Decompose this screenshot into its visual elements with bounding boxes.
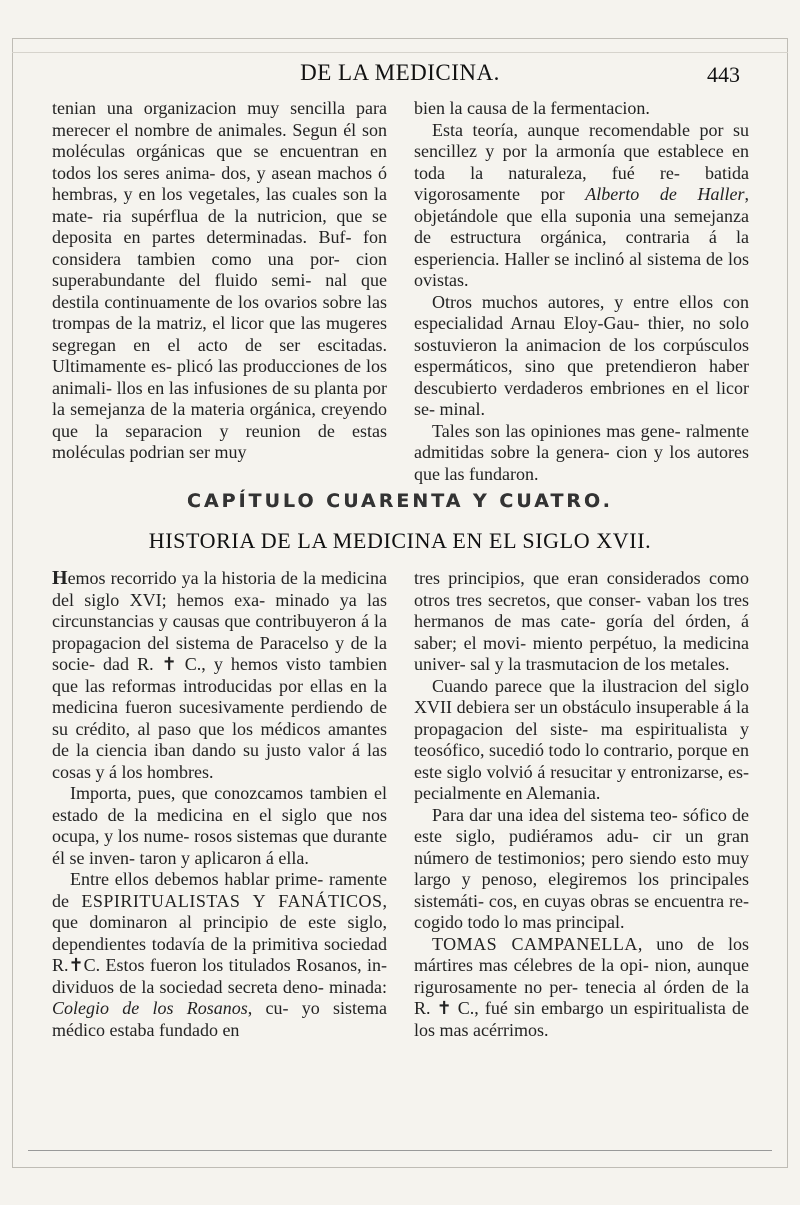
top-left-column xyxy=(52,98,387,464)
page-number: 443 xyxy=(707,62,740,87)
paragraph: Hemos recorrido ya la historia de la medicina del siglo XVI; hemos exa- minado ya las circunstancias y causas que contribuyeron á la propagacion del sistema de Paracelso y de la socie- dad R. ✝ C., y hemos visto tambien que las reformas introducidas por ellas en la medicina fueron sucesivamente perdiendo de su crédito, al paso que los médicos amantes de la ciencia iban dando su justo valor á las cosas y á los hombres. xyxy=(52,567,387,782)
italic-term: Colegio de los Rosanos xyxy=(52,998,248,1018)
running-title: DE LA MEDICINA. xyxy=(300,60,500,85)
paragraph: bien la causa de la fermentacion. xyxy=(414,98,650,118)
footer-rule xyxy=(28,1150,772,1151)
header-rule xyxy=(12,52,788,53)
bottom-right-column xyxy=(414,568,749,1041)
bottom-left-column xyxy=(52,568,387,1041)
top-right-column xyxy=(414,98,749,485)
drop-cap: H xyxy=(52,567,68,589)
paragraph: Esta teoría, aunque recomendable por su sencillez y por la armonía que establece en toda la naturaleza, fué re- batida vigorosamente por Alberto de Haller, objetándole que ella suponia una semejanza de estructura orgánica, contraria á la esperiencia. Haller se inclinó al sistema de los ovistas. xyxy=(414,119,749,290)
paragraph: Cuando parece que la ilustracion del siglo XVII debiera ser un obstáculo insuperable á la propagacion del siste- ma espiritualista y teosófico, sucedió todo lo contrario, porque en este siglo volvió á resucitar y entronizarse, es- pecialmente en Alemania. xyxy=(414,675,749,803)
paragraph: Importa, pues, que conozcamos tambien el estado de la medicina en el siglo que nos ocupa, y los nume- rosos sistemas que durante él se inven- taron y aplicaron á ella. xyxy=(52,783,387,868)
small-caps-term: ESPIRITUALISTAS Y FANÁTICOS xyxy=(81,890,383,911)
paragraph: Tales son las opiniones mas gene- ralmente admitidas sobre la genera- cion y los autores que las fundaron. xyxy=(414,420,749,484)
author-name-italic: Alberto de Haller xyxy=(585,184,745,204)
chapter-subtitle: HISTORIA DE LA MEDICINA EN EL SIGLO XVII. xyxy=(148,528,652,553)
small-caps-name: TOMAS CAMPANELLA xyxy=(432,933,638,954)
paragraph: Para dar una idea del sistema teo- sófico de este siglo, pudiéramos adu- cir un gran número de testimonios; pero siendo esto muy largo y penoso, elegiremos los principales sistemáti- cos, en cuyas obras se encuentra re- cogido todo lo mas principal. xyxy=(414,804,749,932)
paragraph: TOMAS CAMPANELLA, uno de los mártires mas célebres de la opi- nion, aunque rigurosamente no per- tenecia al órden de la R. ✝ C., fué sin embargo un espiritualista de los mas acérrimos. xyxy=(414,933,749,1040)
page-header xyxy=(40,58,760,92)
paragraph: Otros muchos autores, y entre ellos con especialidad Arnau Eloy-Gau- thier, no solo sostuvieron la animacion de los corpúsculos espermáticos, sino que pretendieron haber descubierto verdaderos embriones en el licor se- minal. xyxy=(414,291,749,419)
paragraph: Entre ellos debemos hablar prime- ramente de ESPIRITUALISTAS Y FANÁTICOS, que dominaron al principio de este siglo, dependientes todavía de la primitiva sociedad R.✝C. Estos fueron los titulados Rosanos, in- dividuos de la sociedad secreta deno- minada: Colegio de los Rosanos, cu- yo sistema médico estaba fundado en xyxy=(52,869,387,1040)
paragraph: tres principios, que eran considerados como otros tres secretos, que conser- vaban los tres hermanos de mas cate- goría del órden, á saber; el movi- miento perpétuo, la medicina univer- sal y la trasmutacion de los metales. xyxy=(414,568,749,674)
paragraph: tenian una organizacion muy sencilla para merecer el nombre de animales. Segun él son moléculas orgánicas que se encuentran en todos los seres anima- dos, y asean machos ó hembras, y en los vegetales, las cuales son la mate- ria supérflua de la nutricion, que se deposita en partes determinadas. Buf- fon considera tambien como una por- cion superabundante del fluido semi- nal que destila continuamente de los ovarios sobre las trompas de la matriz, el licor que las mugeres segregan en el acto de ser escitadas. Ultimamente es- plicó las producciones de los animali- llos en las infusiones de su planta por la semejanza de la materia orgánica, creyendo que la separacion y reunion de estas moléculas podrian ser muy xyxy=(52,98,387,462)
chapter-heading: CAPÍTULO CUARENTA Y CUATRO. xyxy=(187,490,613,512)
